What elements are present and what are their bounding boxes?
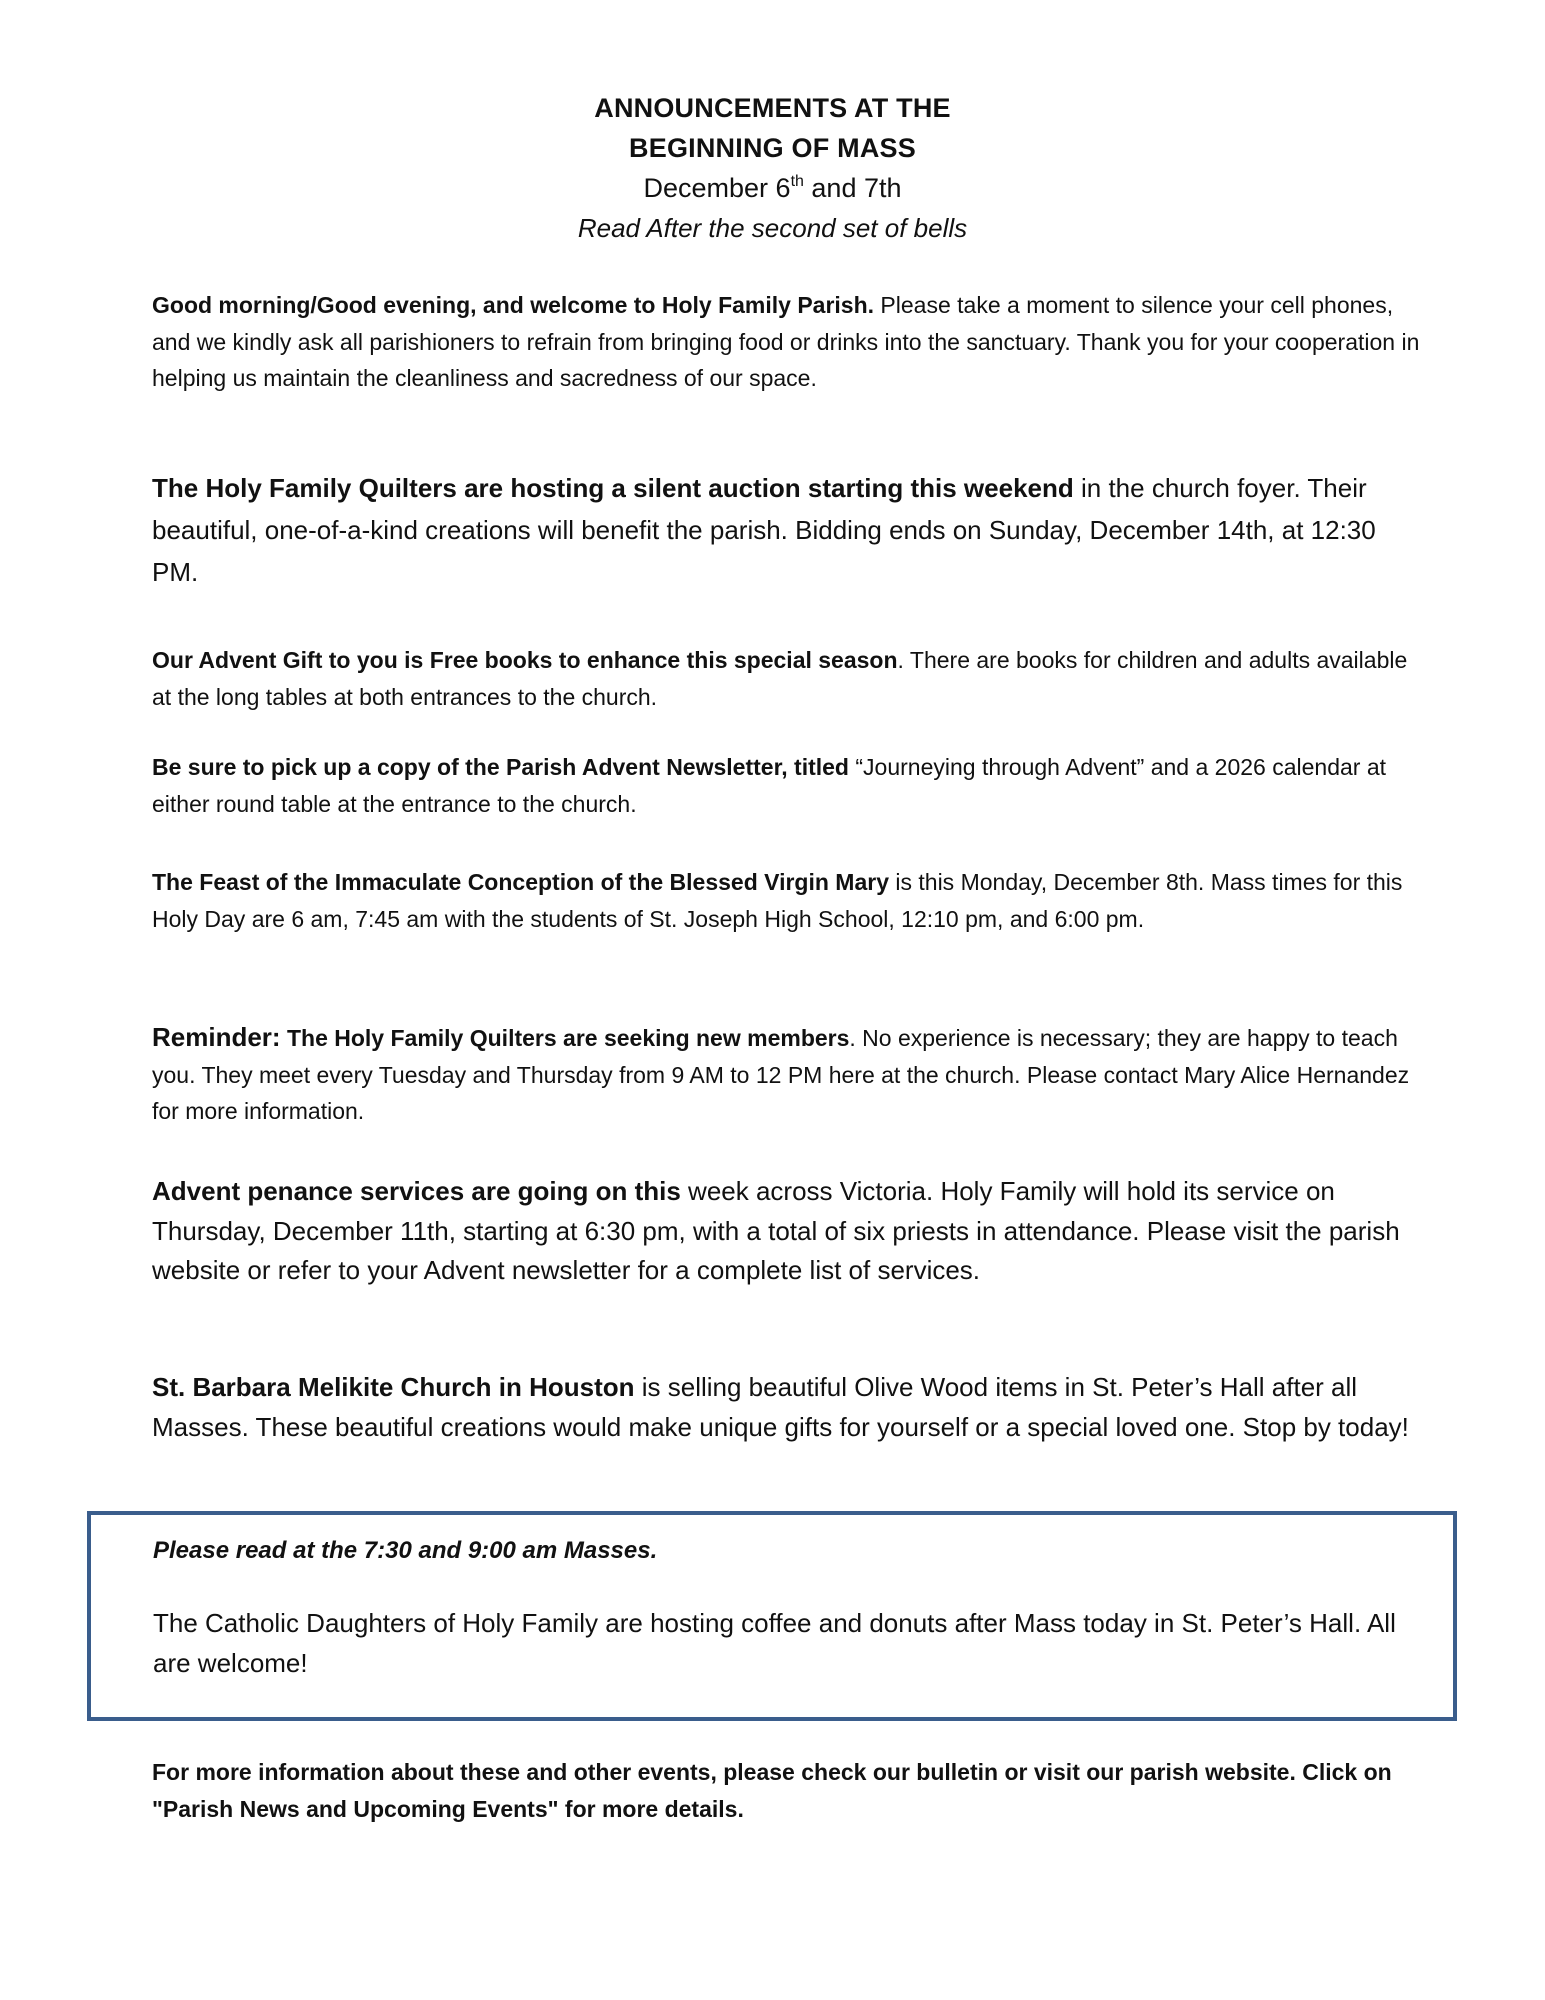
date-line [0, 168, 1545, 208]
announcement-silent-auction [152, 467, 1422, 593]
announcement-body: week across Victoria. Holy Family will hold its service on Thursday, December 11th, starting at 6:30 pm, with a total of six priests in attendance. Please visit the parish website or refer to your Advent newsletter for a complete list of services. [152, 1176, 1400, 1285]
reading-instruction: Read After the second set of bells [577, 213, 968, 243]
announcement-welcome [152, 287, 1422, 397]
announcement-advent-gift [152, 642, 1422, 715]
announcement-body: Please take a moment to silence your cell phones, and we kindly ask all parishioners to refrain from bringing food or drinks into the sanctuary. Thank you for your cooperation in helping us maintain the cleanliness and sacredness of our space. [152, 292, 1420, 391]
document-header [0, 88, 1545, 248]
notice-body: The Catholic Daughters of Holy Family are hosting coffee and donuts after Mass today in St. Peter’s Hall. All are welcome! [153, 1608, 1396, 1678]
footer-note: For more information about these and other events, please check our bulletin or visit our parish website. Click on "Parish News and Upcoming Events" for more details. [152, 1759, 1392, 1822]
special-notice-box [87, 1511, 1457, 1721]
announcement-body: “Journeying through Advent” and a 2026 calendar at either round table at the entrance to the church. [152, 754, 1387, 817]
announcement-lead: St. Barbara Melikite Church in Houston [152, 1372, 635, 1402]
announcement-lead: The Holy Family Quilters are seeking new members [280, 1025, 850, 1051]
title-line-2: BEGINNING OF MASS [629, 133, 916, 163]
title-line-1: ANNOUNCEMENTS AT THE [594, 93, 951, 123]
announcement-lead: Be sure to pick up a copy of the Parish Advent Newsletter, titled [152, 754, 856, 780]
announcement-body: . There are books for children and adults available at the long tables at both entrances to the church. [152, 647, 1408, 710]
announcement-body: in the church foyer. Their beautiful, one-of-a-kind creations will benefit the parish. Bidding ends on Sunday, December 14th, at 12:30 PM. [152, 473, 1376, 587]
announcement-reminder-label: Reminder: [152, 1022, 281, 1052]
date-prefix: December 6 [643, 173, 791, 203]
announcement-lead: Our Advent Gift to you is Free books to enhance this special season [152, 647, 898, 673]
announcement-olive-wood [152, 1368, 1422, 1447]
announcement-lead: The Holy Family Quilters are hosting a silent auction starting this weekend [152, 473, 1074, 503]
announcement-lead: Advent penance services are going on this [152, 1176, 681, 1206]
notice-heading: Please read at the 7:30 and 9:00 am Masses. [153, 1537, 658, 1564]
announcement-lead: The Feast of the Immaculate Conception of the Blessed Virgin Mary [152, 869, 889, 895]
announcement-penance-services [152, 1172, 1422, 1291]
announcement-body: . No experience is necessary; they are happy to teach you. They meet every Tuesday and Thursday from 9 AM to 12 PM here at the church. Please contact Mary Alice Hernandez for more information. [152, 1025, 1410, 1124]
announcement-immaculate-conception [152, 864, 1422, 937]
announcement-body: is this Monday, December 8th. Mass times for this Holy Day are 6 am, 7:45 am with the students of St. Joseph High School, 12:10 pm, and 6:00 pm. [152, 869, 1403, 932]
announcement-quilters-reminder [152, 1019, 1422, 1130]
announcement-body: is selling beautiful Olive Wood items in St. Peter’s Hall after all Masses. These beautiful creations would make unique gifts for yourself or a special loved one. Stop by today! [152, 1372, 1409, 1442]
announcement-newsletter [152, 749, 1422, 822]
announcement-lead: Good morning/Good evening, and welcome to Holy Family Parish. [152, 292, 875, 318]
date-suffix: and 7th [803, 173, 902, 203]
date-superscript: th [790, 173, 804, 190]
